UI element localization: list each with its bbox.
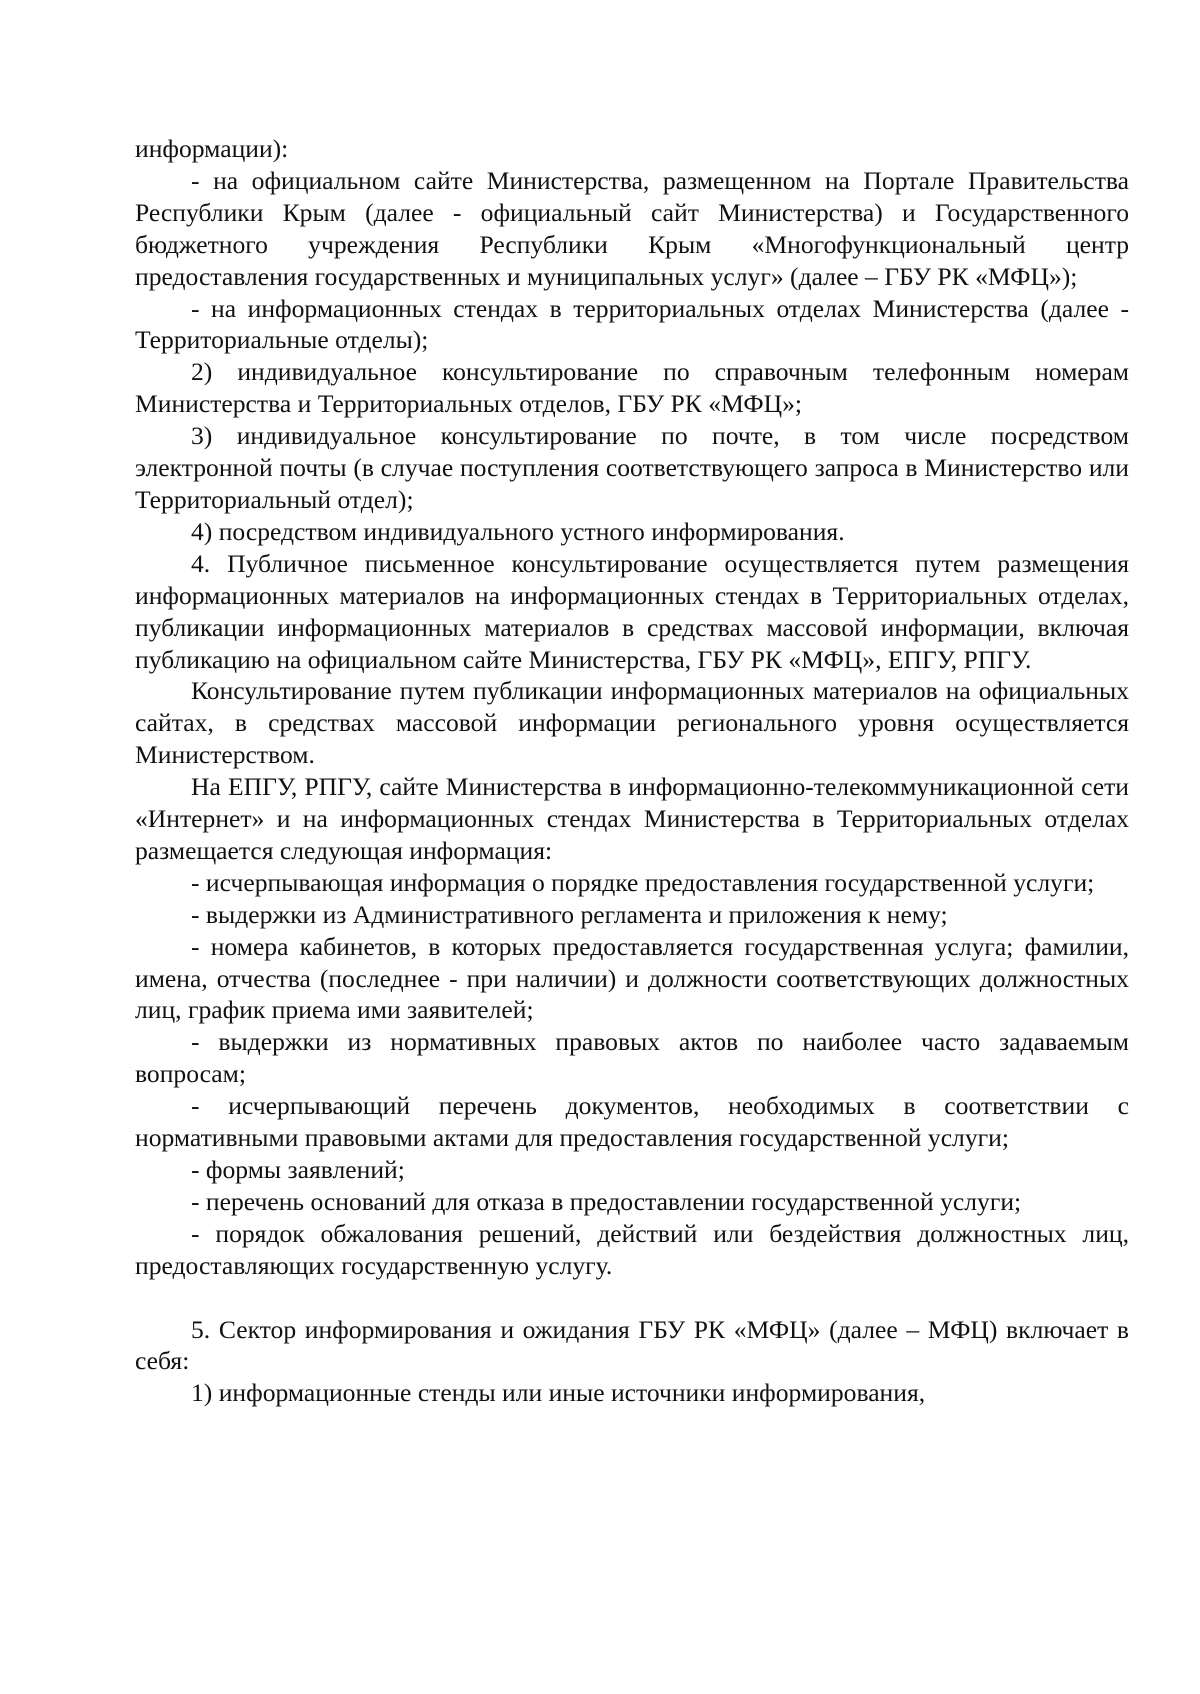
paragraph-info-sources: 1) информационные стенды или иные источники информирования, (191, 1378, 926, 1408)
list-item-legal-extracts: - выдержки из нормативных правовых актов по наиболее часто задаваемым вопросам; (135, 1027, 1129, 1089)
paragraph-mail-consulting: 3) индивидуальное консультирование по почте, в том числе посредством электронной почты (в случае поступления соответствующего запроса в Министерство или Территориальный отдел); (135, 421, 1129, 514)
paragraph-posted-info: На ЕПГУ, РПГУ, сайте Министерства в информационно-телекоммуникационной сети «Интернет» и на информационных стендах Министерства в Территориальных отделах размещается следующая информация: (135, 772, 1129, 865)
paragraph-phone-consulting: 2) индивидуальное консультирование по справочным телефонным номерам Министерства и Территориальных отделов, ГБУ РК «МФЦ»; (135, 357, 1129, 419)
paragraph-info-stands: - на информационных стендах в территориальных отделах Министерства (далее - Территориальные отделы); (135, 293, 1129, 355)
list-item-document-list: - исчерпывающий перечень документов, необходимых в соответствии с нормативными правовыми актами для предоставления государственной услуги; (135, 1091, 1129, 1153)
paragraph-spacer (135, 1282, 1129, 1314)
paragraph-mfc-sector: 5. Сектор информирования и ожидания ГБУ РК «МФЦ» (далее – МФЦ) включает в себя: (135, 1314, 1129, 1376)
paragraph-public-written: 4. Публичное письменное консультирование осуществляется путем размещения информационных материалов на информационных стендах в Территориальных отделах, публикации информационных материалов в средствах массовой информации, включая публикацию на официальном сайте Министерства, ГБУ РК «МФЦ», ЕПГУ, РПГУ. (135, 548, 1129, 674)
paragraph-publication-consulting: Консультирование путем публикации информационных материалов на официальных сайтах, в средствах массовой информации регионального уровня осуществляется Министерством. (135, 676, 1129, 770)
list-item-refusal-grounds: - перечень оснований для отказа в предоставлении государственной услуги; (191, 1186, 1022, 1216)
paragraph-continuation: информации): (135, 134, 289, 163)
list-item-office-numbers: - номера кабинетов, в которых предоставляется государственная услуга; фамилии, имена, отчества (последнее - при наличии) и должности соответствующих должностных лиц, график приема ими заявителей; (135, 931, 1129, 1025)
list-item-procedure-info: - исчерпывающая информация о порядке предоставления государственной услуги; (191, 867, 1095, 897)
list-item-appeal-procedure: - порядок обжалования решений, действий или бездействия должностных лиц, предоставляющих государственную услугу. (135, 1218, 1129, 1280)
document-body (135, 133, 1129, 1409)
list-item-application-forms: - формы заявлений; (191, 1155, 405, 1184)
paragraph-official-site: - на официальном сайте Министерства, размещенном на Портале Правительства Республики Крым (далее - официальный сайт Министерства) и Государственного бюджетного учреждения Республики Крым «Многофункциональный центр предоставления государственных и муниципальных услуг» (далее – ГБУ РК «МФЦ»); (135, 165, 1129, 291)
list-item-regulation-extracts: - выдержки из Административного регламента и приложения к нему; (191, 899, 948, 929)
paragraph-oral-informing: 4) посредством индивидуального устного информирования. (191, 516, 845, 546)
